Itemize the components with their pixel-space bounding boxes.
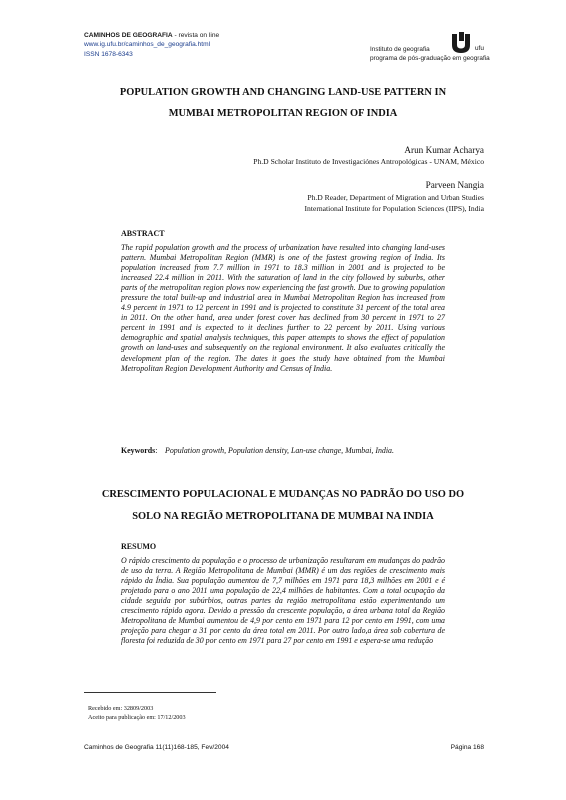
journal-url-link[interactable]: www.ig.ufu.br/caminhos_de_geografia.html xyxy=(84,41,211,49)
abstract-text: The rapid population growth and the process of urbanization have resulted into changing land-uses pattern. Mumbai Metropolitan Region (MMR) is one of the fastest growing region of India. Its population increased from 7.7 million in 1971 to 18.3 million in 2001 and is projected to be increased 22.4 million in 2011. With the saturation of land in the city followed by suburbs, other parts of the metropolitan region plows now experiencing the fast growth. Due to growing population pressure the total built-up and industrial area in Mumbai Metropolitan Region has increased from 4.9 percent in 1971 to 12 percent in 1991 and is projected to constitute 31 percent of the total area in 2011. On the other hand, area under forest cover has declined from 30 percent in 1971 to 27 percent in 1991 and is expected to it declines further to 22 percent by 2011. Using various demographic and spatial analysis techniques, this paper attempts to shows the effect of population growth on land-uses and subsequently on the regional environment. It also evaluates critically the development plan of the region. The dates it goes the study have obtained from the Mumbai Metropolitan Region Development Authority and Census of India. xyxy=(121,243,445,373)
journal-header xyxy=(84,31,219,59)
resumo-heading: RESUMO xyxy=(121,542,157,551)
footer-citation: Caminhos de Geografia 11(11)168-185, Fev/2004 xyxy=(84,744,229,751)
portuguese-title-line2: SOLO NA REGIÃO METROPOLITANA DE MUMBAI NA INDIA xyxy=(132,510,434,522)
institute-line2: programa de pós-graduação em geografia xyxy=(370,55,490,62)
article-title-line2: MUMBAI METROPOLITAN REGION OF INDIA xyxy=(168,108,398,119)
journal-suffix: - revista on line xyxy=(172,32,220,39)
keywords-text: Population growth, Population density, Lan-use change, Mumbai, India. xyxy=(165,446,394,455)
logo-text: ufu xyxy=(475,45,484,52)
author-affiliation: Ph.D Reader, Department of Migration and Urban Studies xyxy=(307,193,484,202)
portuguese-title xyxy=(84,484,482,527)
issn-text: ISSN 1678-6343 xyxy=(84,50,133,58)
author-affiliation: Ph.D Scholar Instituto de Investigaciónes Antropológicas - UNAM, México xyxy=(253,157,484,166)
footnote-divider xyxy=(84,692,216,693)
received-date: Recebido em: 32809/2003 xyxy=(88,705,154,712)
keywords: Keywords: Population growth, Population density, Lan-use change, Mumbai, India. xyxy=(121,446,394,455)
accepted-date: Aceito para publicação em: 17/12/2003 xyxy=(88,714,186,722)
keywords-label: Keywords xyxy=(121,446,156,455)
abstract-heading: ABSTRACT xyxy=(121,229,165,238)
portuguese-title-line1: CRESCIMENTO POPULACIONAL E MUDANÇAS NO PADRÃO DO USO DO xyxy=(101,489,465,500)
institute-line1: Instituto de geografia xyxy=(370,46,430,53)
resumo-text: O rápido crescimento da população e o processo de urbanização resultaram em mudanças do padrão de uso da terra. A Região Metropolitana de Mumbai (MMR) é um das regiões de crescimento mais rápido da Índia. Sua população aumentou de 7,7 milhões em 1971 para 18,3 milhões em 2001 e é projetado para o ano 2011 uma população de 22,4 milhões de habitantes. Com a total ocupação da cidade seguida por subúrbios, outras partes da região metropolitana estão experimentando um crescimento rápido agora. Devido a pressão da crescente população, a área urbana total da Região Metropolitana de Mumbai aumentou de 4,9 por cento em 1971 para 12 por cento em 1991, com uma projeção para chegar a 31 por cento da área total em 2011. Por outro lado,a área sob cobertura de floresta foi reduzida de 30 por cento em 1971 para 27 por cento em 1991 e espera-se uma redução xyxy=(121,556,445,646)
page-number: Página 168 xyxy=(450,744,484,751)
author-affiliation: International Institute for Population Sciences (IIPS), India xyxy=(304,204,484,213)
author-name: Parveen Nangia xyxy=(425,180,484,190)
ufu-logo-icon xyxy=(449,32,475,55)
footnotes xyxy=(88,704,186,722)
article-title-line1: POPULATION GROWTH AND CHANGING LAND-USE PATTERN IN xyxy=(119,87,447,98)
author-name: Arun Kumar Acharya xyxy=(404,145,484,155)
article-title xyxy=(84,82,482,124)
journal-name: CAMINHOS DE GEOGRAFIA xyxy=(84,32,173,39)
